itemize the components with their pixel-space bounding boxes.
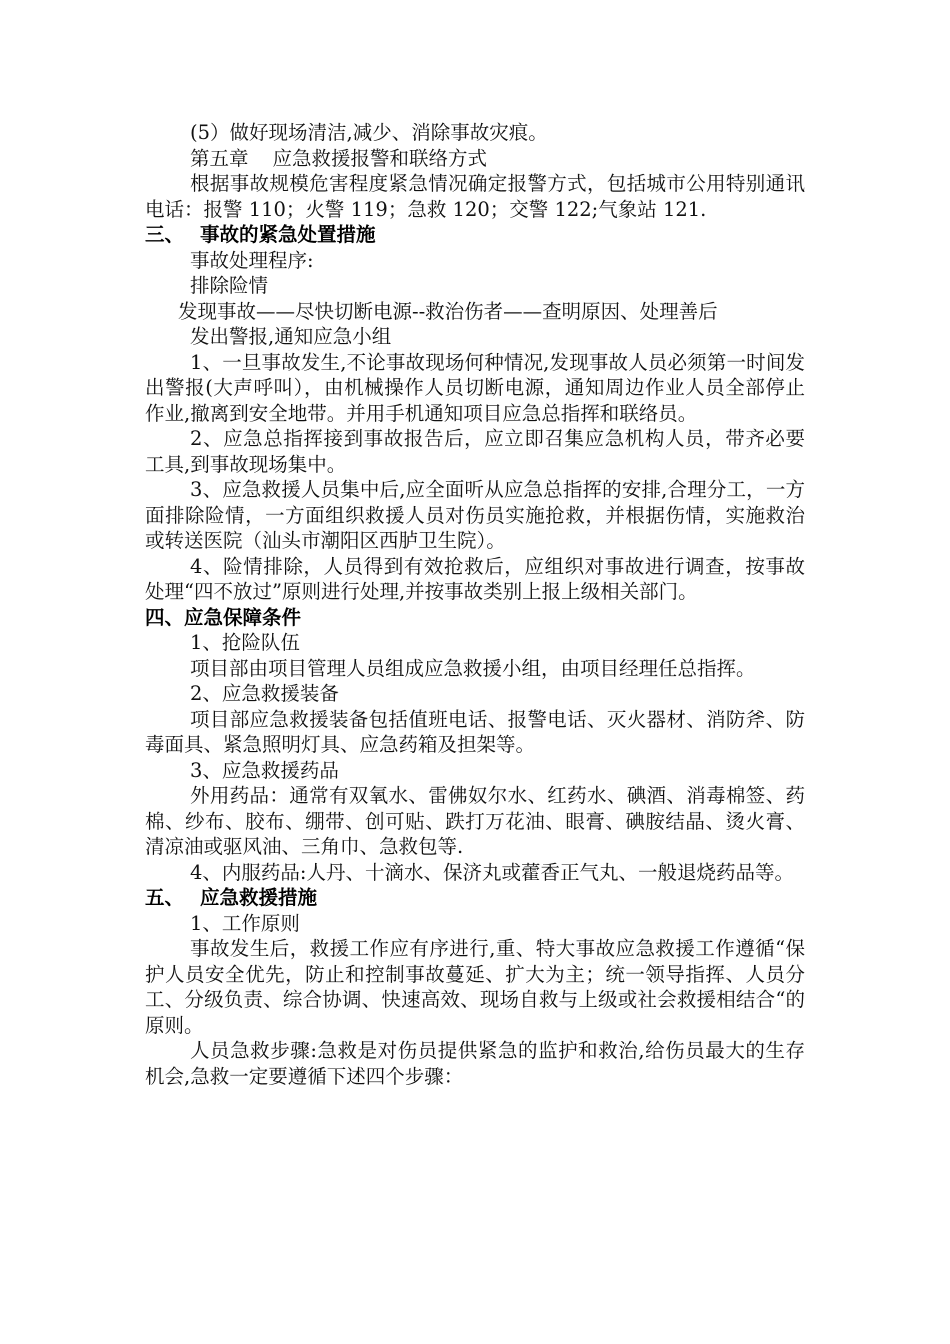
paragraph-step-3: 3、应急救援人员集中后,应全面听从应急总指挥的安排,合理分工，一方面排除险情，一方面组织救援人员对伤员实施抢救，并根据伤情，实施救治或转送医院（汕头市潮阳区西胪卫生院）。 [145, 478, 805, 552]
paragraph-step-4: 4、险情排除，人员得到有效抢救后，应组织对事故进行调查，按事故处理“四不放过”原则进行处理,并按事故类别上报上级相关部门。 [145, 554, 805, 603]
section-heading-4: 四、应急保障条件 [145, 605, 302, 629]
paragraph-procedure: 事故处理程序: [190, 248, 314, 272]
paragraph-external-medicine: 外用药品：通常有双氧水、雷佛奴尔水、红药水、碘酒、消毒棉签、药棉、纱布、胶布、绷带、创可贴、跌打万花油、眼膏、碘胺结晶、烫火膏、清凉油或驱风油、三角巾、急救包等. [145, 784, 805, 858]
paragraph-clear-danger: 排除险情 [190, 274, 269, 297]
paragraph-equipment-title: 2、应急救援装备 [190, 682, 339, 705]
chapter-heading [145, 146, 805, 172]
section-number: 三、 [145, 223, 185, 246]
section-title: 应急救援措施 [200, 886, 318, 909]
chapter-title: 应急救援报警和联络方式 [272, 146, 488, 170]
paragraph-flow: 发现事故——尽快切断电源--救治伤者——查明原因、处理善后 [178, 299, 718, 323]
section-heading-3 [145, 222, 805, 248]
paragraph-rescue-team: 项目部由项目管理人员组成应急救援小组，由项目经理任总指挥。 [190, 656, 756, 680]
section-number: 五、 [145, 886, 185, 909]
paragraph-cleanup: (5）做好现场清洁,减少、消除事故灾痕。 [190, 121, 548, 144]
paragraph-principles-title: 1、工作原则 [190, 911, 300, 935]
paragraph-step-1: 1、一旦事故发生,不论事故现场何种情况,发现事故人员必须第一时间发出警报(大声呼叫），由机械操作人员切断电源，通知周边作业人员全部停止作业,撤离到安全地带。并用手机通知项目应急总指挥和联络员。 [145, 350, 805, 425]
paragraph-rescue-team-title: 1、抢险队伍 [190, 631, 300, 654]
section-title: 事故的紧急处置措施 [200, 223, 376, 246]
paragraph-internal-medicine: 4、内服药品:人丹、十滴水、保济丸或藿香正气丸、一般退烧药品等。 [190, 860, 794, 884]
chapter-number: 第五章 [190, 146, 249, 170]
paragraph-medicine-title: 3、应急救援药品 [190, 758, 339, 782]
paragraph-first-aid: 人员急救步骤:急救是对伤员提供紧急的监护和救治,给伤员最大的生存机会,急救一定要遵循下述四个步骤： [145, 1039, 805, 1088]
paragraph-equipment: 项目部应急救援装备包括值班电话、报警电话、灭火器材、消防斧、防毒面具、紧急照明灯具、应急药箱及担架等。 [145, 707, 805, 756]
paragraph-issue-alarm: 发出警报,通知应急小组 [190, 325, 392, 348]
document-page [145, 120, 805, 1089]
paragraph-alarm-numbers: 根据事故规模危害程度紧急情况确定报警方式，包括城市公用特别通讯电话：报警 110；火警 119；急救 120；交警 122;气象站 121. [145, 172, 805, 221]
paragraph-principles: 事故发生后，救援工作应有序进行,重、特大事故应急救援工作遵循“保护人员安全优先，防止和控制事故蔓延、扩大为主；统一领导指挥、人员分工、分级负责、综合协调、快速高效、现场自救与上级或社会救援相结合“的原则。 [145, 937, 805, 1037]
section-heading-5 [145, 885, 805, 911]
paragraph-step-2: 2、应急总指挥接到事故报告后，应立即召集应急机构人员，带齐必要工具,到事故现场集中。 [145, 427, 805, 476]
